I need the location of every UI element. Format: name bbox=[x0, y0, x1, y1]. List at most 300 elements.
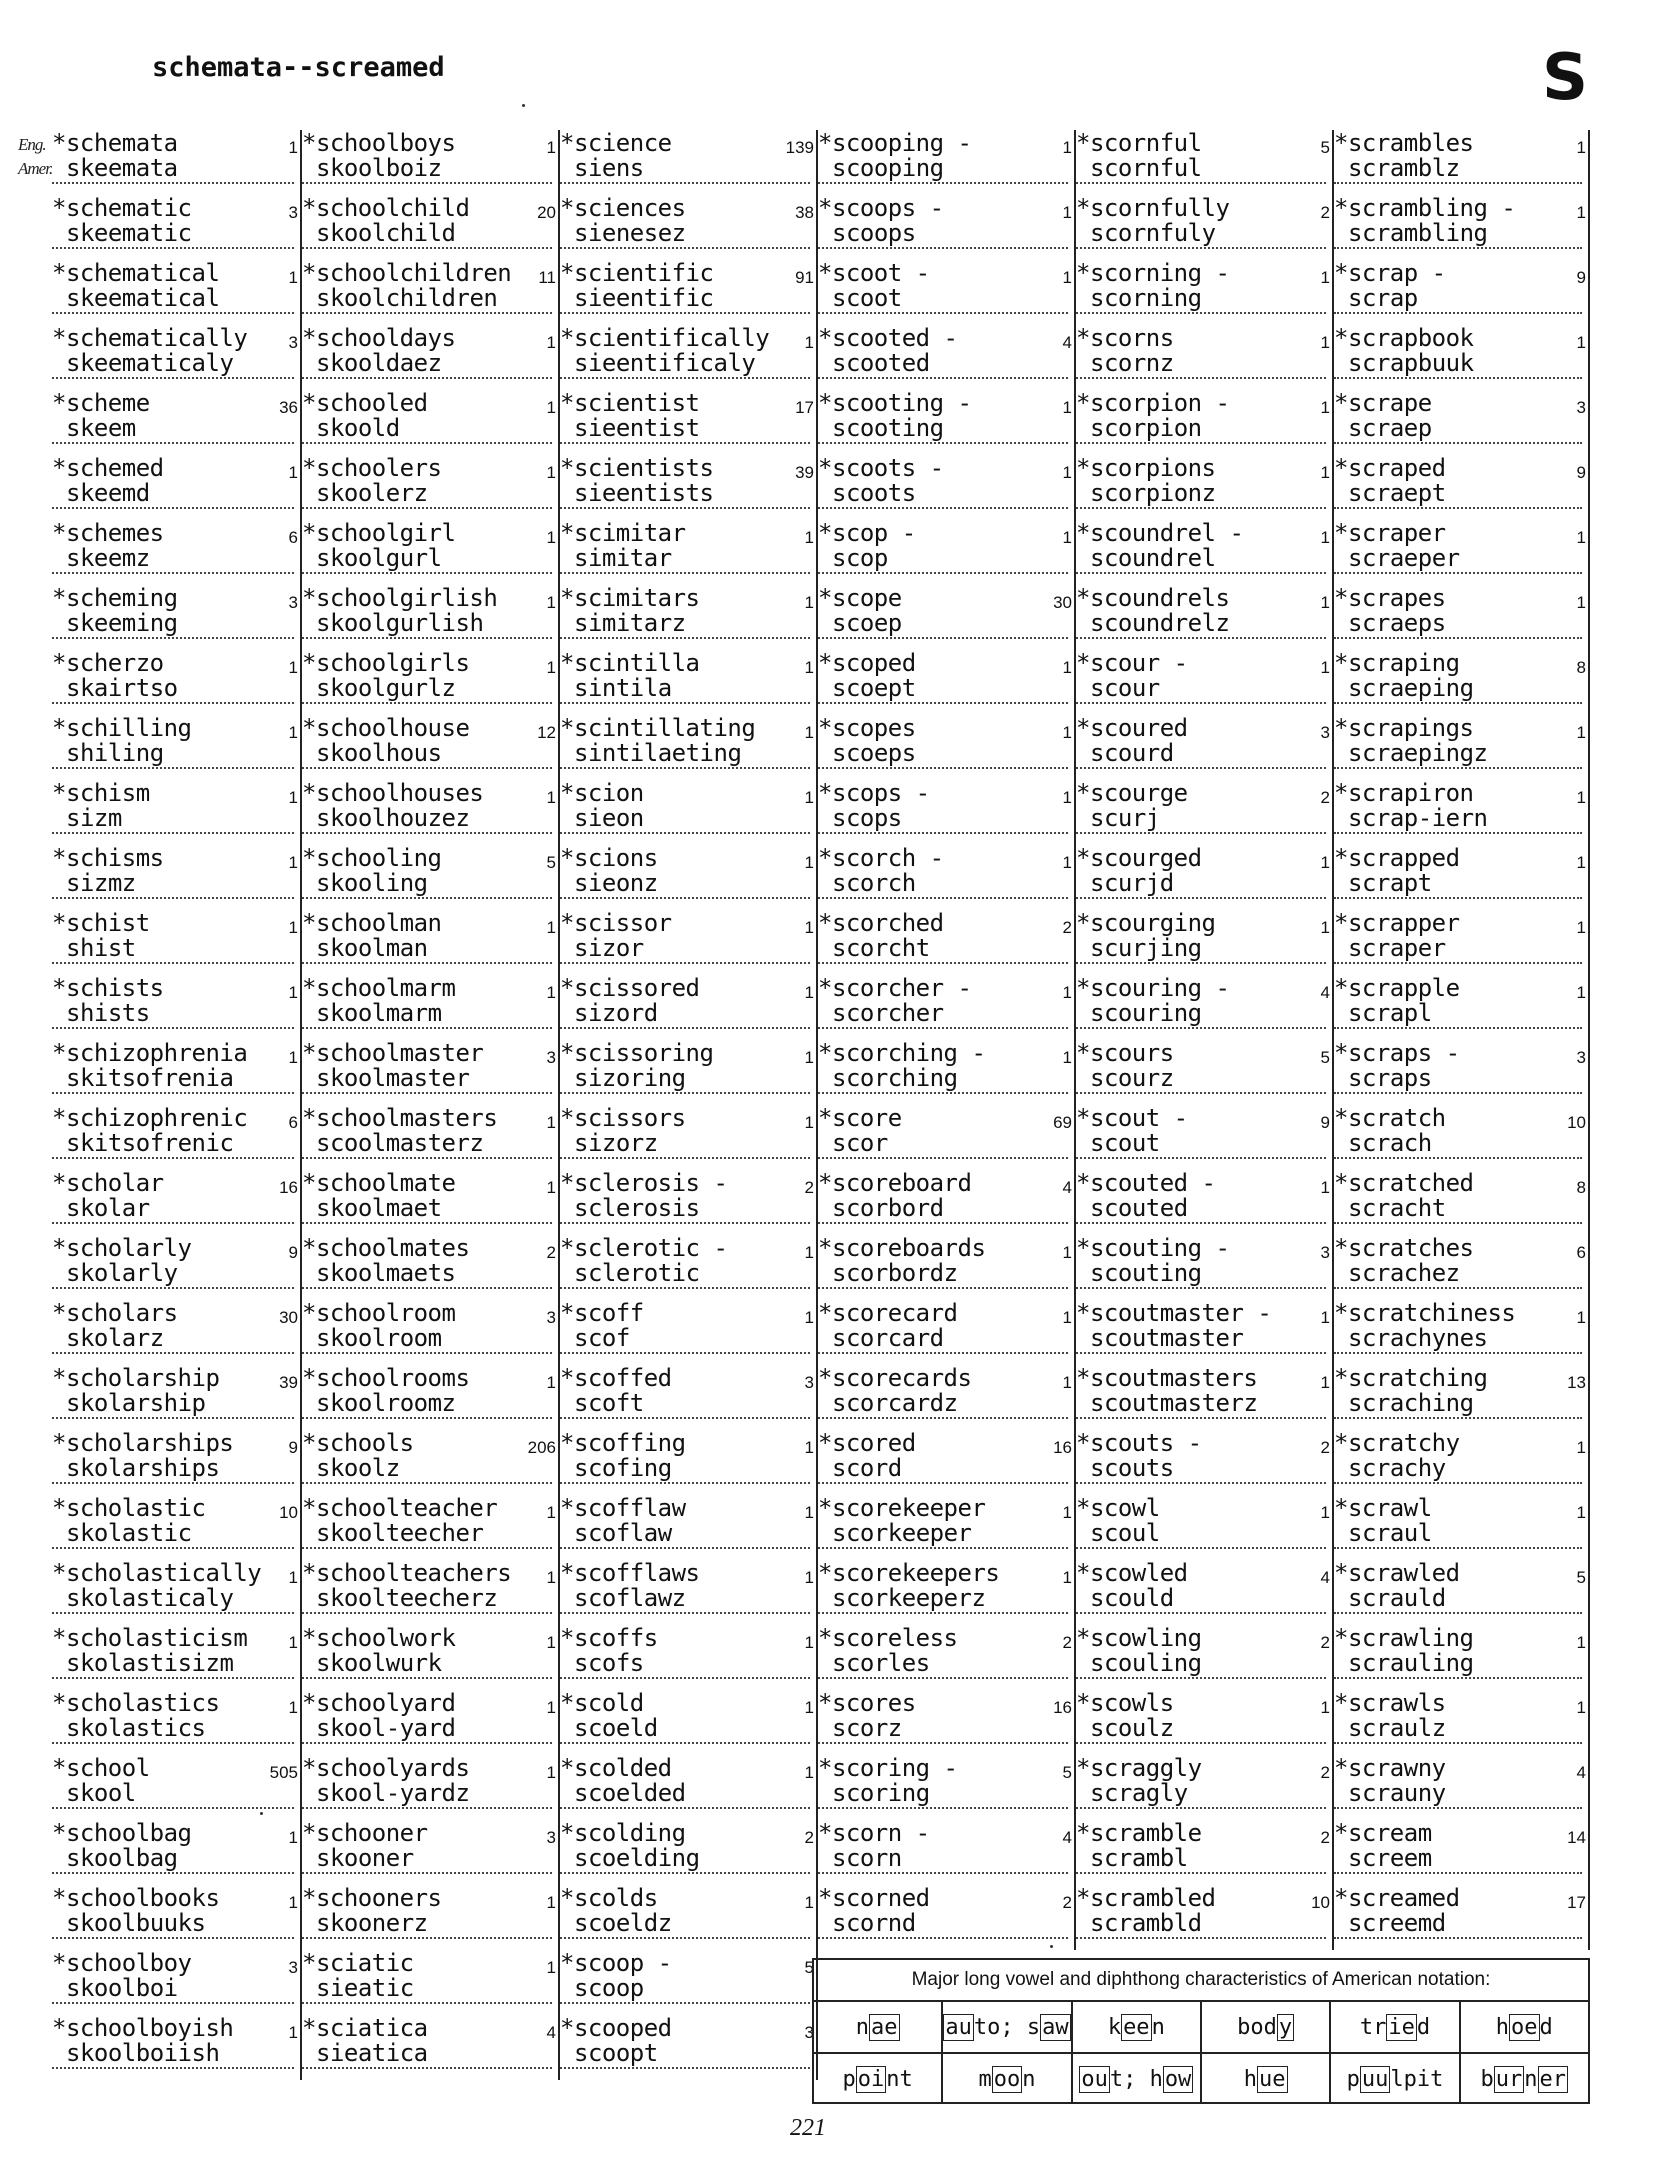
frequency-count: 1 bbox=[1062, 463, 1072, 482]
dictionary-entry bbox=[560, 1040, 818, 1105]
vowel-key-row-2 bbox=[814, 2054, 1588, 2104]
respelling: scraulz bbox=[1334, 1716, 1582, 1744]
respelling: skeemata bbox=[52, 156, 294, 184]
frequency-count: 1 bbox=[1320, 528, 1330, 547]
frequency-count: 12 bbox=[537, 723, 556, 742]
frequency-count: 2 bbox=[1320, 1438, 1330, 1457]
respelling: scorcht bbox=[818, 936, 1068, 964]
respelling: sizoring bbox=[560, 1066, 810, 1094]
dictionary-entry bbox=[302, 1755, 560, 1820]
frequency-count: 1 bbox=[288, 138, 298, 157]
respelling: skoolbag bbox=[52, 1846, 294, 1874]
headword: *scoops - bbox=[818, 194, 944, 222]
dictionary-entry bbox=[30, 1105, 302, 1170]
headword: *sciences bbox=[560, 194, 686, 222]
respelling: scurjd bbox=[1076, 871, 1326, 899]
frequency-count: 3 bbox=[1576, 1048, 1586, 1067]
frequency-count: 8 bbox=[1576, 658, 1586, 677]
respelling: skoolboiish bbox=[52, 2041, 294, 2069]
dictionary-entry bbox=[1334, 1625, 1590, 1690]
respelling: scrambl bbox=[1076, 1846, 1326, 1874]
word-segment: h bbox=[1495, 2014, 1510, 2040]
dictionary-entry bbox=[302, 1560, 560, 1625]
dictionary-entry bbox=[30, 2015, 302, 2080]
frequency-count: 1 bbox=[1062, 1308, 1072, 1327]
headword: *scoreboard bbox=[818, 1169, 972, 1197]
dictionary-entry bbox=[302, 650, 560, 715]
dictionary-entry bbox=[1334, 390, 1590, 455]
dictionary-entry bbox=[30, 130, 302, 195]
respelling: skolarships bbox=[52, 1456, 294, 1484]
dictionary-entry bbox=[560, 1820, 818, 1885]
dictionary-entry bbox=[818, 650, 1076, 715]
respelling: sintila bbox=[560, 676, 810, 704]
frequency-count: 5 bbox=[804, 1958, 814, 1977]
dictionary-entry bbox=[560, 1950, 818, 2015]
respelling: scrachez bbox=[1334, 1261, 1582, 1289]
headword: *schoolboyish bbox=[52, 2014, 234, 2042]
dictionary-entry bbox=[818, 455, 1076, 520]
frequency-count: 1 bbox=[1320, 658, 1330, 677]
dictionary-entry bbox=[818, 130, 1076, 195]
dictionary-entry bbox=[560, 130, 818, 195]
dictionary-entry bbox=[1334, 845, 1590, 910]
frequency-count: 1 bbox=[1320, 1308, 1330, 1327]
dictionary-entry bbox=[560, 195, 818, 260]
headword: *scrambled bbox=[1076, 1884, 1216, 1912]
frequency-count: 1 bbox=[1062, 138, 1072, 157]
vowel-highlight: ow bbox=[1164, 2066, 1192, 2092]
respelling: sclerotic bbox=[560, 1261, 810, 1289]
respelling: simitar bbox=[560, 546, 810, 574]
headword: *scoot - bbox=[818, 259, 930, 287]
dictionary-entry bbox=[1076, 845, 1334, 910]
dictionary-entry bbox=[30, 780, 302, 845]
headword: *schemata bbox=[52, 129, 178, 157]
respelling: scoflaw bbox=[560, 1521, 810, 1549]
frequency-count: 3 bbox=[1320, 1243, 1330, 1262]
respelling: scoundrelz bbox=[1076, 611, 1326, 639]
frequency-count: 1 bbox=[1576, 1308, 1586, 1327]
vowel-key-example bbox=[1331, 2054, 1460, 2104]
dictionary-entry bbox=[818, 1885, 1076, 1950]
dictionary-entry bbox=[560, 325, 818, 390]
dictionary-entry bbox=[1334, 975, 1590, 1040]
respelling: scouted bbox=[1076, 1196, 1326, 1224]
respelling: scoeldz bbox=[560, 1911, 810, 1939]
frequency-count: 1 bbox=[1062, 1503, 1072, 1522]
frequency-count: 1 bbox=[546, 658, 556, 677]
headword: *scorcher - bbox=[818, 974, 972, 1002]
headword: *scouting - bbox=[1076, 1234, 1230, 1262]
frequency-count: 1 bbox=[546, 1178, 556, 1197]
dictionary-entry bbox=[302, 780, 560, 845]
frequency-count: 1 bbox=[288, 723, 298, 742]
respelling: scrauling bbox=[1334, 1651, 1582, 1679]
frequency-count: 3 bbox=[546, 1308, 556, 1327]
headword: *scolds bbox=[560, 1884, 658, 1912]
dictionary-entry bbox=[560, 975, 818, 1040]
respelling: sintilaeting bbox=[560, 741, 810, 769]
headword: *scrawling bbox=[1334, 1624, 1474, 1652]
respelling: scorz bbox=[818, 1716, 1068, 1744]
headword: *scorekeepers bbox=[818, 1559, 1000, 1587]
respelling: skoolteecher bbox=[302, 1521, 552, 1549]
headword: *scored bbox=[818, 1429, 916, 1457]
headword: *scholarly bbox=[52, 1234, 192, 1262]
dictionary-entry bbox=[1334, 910, 1590, 975]
dictionary-entry bbox=[302, 1365, 560, 1430]
headword: *schoolrooms bbox=[302, 1364, 470, 1392]
frequency-count: 30 bbox=[1053, 593, 1072, 612]
headword: *scrawny bbox=[1334, 1754, 1446, 1782]
frequency-count: 1 bbox=[1320, 268, 1330, 287]
frequency-count: 1 bbox=[546, 398, 556, 417]
respelling: scramblz bbox=[1334, 156, 1582, 184]
frequency-count: 1 bbox=[1576, 1438, 1586, 1457]
respelling: scornz bbox=[1076, 351, 1326, 379]
respelling: scoft bbox=[560, 1391, 810, 1419]
frequency-count: 38 bbox=[795, 203, 814, 222]
dictionary-entry bbox=[818, 1040, 1076, 1105]
respelling: skitsofrenia bbox=[52, 1066, 294, 1094]
frequency-count: 2 bbox=[1062, 918, 1072, 937]
respelling: scrach bbox=[1334, 1131, 1582, 1159]
respelling: scouling bbox=[1076, 1651, 1326, 1679]
respelling: sizmz bbox=[52, 871, 294, 899]
headword: *scratchy bbox=[1334, 1429, 1460, 1457]
vowel-highlight: y bbox=[1278, 2014, 1293, 2040]
dictionary-entry bbox=[1076, 715, 1334, 780]
word-segment: p bbox=[842, 2066, 856, 2092]
frequency-count: 1 bbox=[1062, 853, 1072, 872]
vowel-highlight: oi bbox=[857, 2066, 885, 2092]
frequency-count: 2 bbox=[1062, 1893, 1072, 1912]
frequency-count: 6 bbox=[1576, 1243, 1586, 1262]
dictionary-entry bbox=[30, 845, 302, 910]
dictionary-entry bbox=[1076, 455, 1334, 520]
frequency-count: 1 bbox=[1320, 1373, 1330, 1392]
headword: *scoutmasters bbox=[1076, 1364, 1258, 1392]
respelling: scoelding bbox=[560, 1846, 810, 1874]
respelling: simitarz bbox=[560, 611, 810, 639]
word-segment: d bbox=[1539, 2014, 1553, 2040]
headword: *scholasticism bbox=[52, 1624, 248, 1652]
frequency-count: 1 bbox=[546, 1373, 556, 1392]
headword: *scops - bbox=[818, 779, 930, 807]
frequency-count: 1 bbox=[1320, 463, 1330, 482]
headword: *scorpion - bbox=[1076, 389, 1230, 417]
dictionary-entry bbox=[1076, 130, 1334, 195]
respelling: skolarship bbox=[52, 1391, 294, 1419]
frequency-count: 17 bbox=[795, 398, 814, 417]
dictionary-column-4 bbox=[818, 130, 1076, 1950]
frequency-count: 1 bbox=[804, 1113, 814, 1132]
dictionary-entry bbox=[818, 1820, 1076, 1885]
headword: *scoffs bbox=[560, 1624, 658, 1652]
vowel-key-example bbox=[1073, 2054, 1202, 2104]
respelling: scofing bbox=[560, 1456, 810, 1484]
respelling: scorles bbox=[818, 1651, 1068, 1679]
dictionary-entry bbox=[818, 780, 1076, 845]
respelling: scracht bbox=[1334, 1196, 1582, 1224]
dictionary-entry bbox=[1334, 1690, 1590, 1755]
respelling: scoul bbox=[1076, 1521, 1326, 1549]
dictionary-entry bbox=[818, 1365, 1076, 1430]
dictionary-entry bbox=[302, 1170, 560, 1235]
dictionary-entry bbox=[560, 585, 818, 650]
word-segment: n bbox=[855, 2014, 870, 2040]
respelling: scour bbox=[1076, 676, 1326, 704]
respelling: skoolerz bbox=[302, 481, 552, 509]
dictionary-entry bbox=[30, 1690, 302, 1755]
respelling: scout bbox=[1076, 1131, 1326, 1159]
headword: *scoundrel - bbox=[1076, 519, 1244, 547]
frequency-count: 1 bbox=[1576, 528, 1586, 547]
respelling: skoolboi bbox=[52, 1976, 294, 2004]
frequency-count: 1 bbox=[804, 853, 814, 872]
respelling: scoundrel bbox=[1076, 546, 1326, 574]
vowel-key-example bbox=[1461, 2002, 1588, 2052]
frequency-count: 1 bbox=[288, 463, 298, 482]
headword: *scoffed bbox=[560, 1364, 672, 1392]
frequency-count: 9 bbox=[288, 1438, 298, 1457]
headword: *scorch - bbox=[818, 844, 944, 872]
dictionary-entry bbox=[1076, 1820, 1334, 1885]
headword: *schools bbox=[302, 1429, 414, 1457]
respelling: sieon bbox=[560, 806, 810, 834]
dictionary-entry bbox=[818, 845, 1076, 910]
frequency-count: 1 bbox=[546, 1958, 556, 1977]
frequency-count: 1 bbox=[288, 1048, 298, 1067]
respelling: skoolmaster bbox=[302, 1066, 552, 1094]
respelling: scouring bbox=[1076, 1001, 1326, 1029]
frequency-count: 1 bbox=[546, 1568, 556, 1587]
headword: *scourge bbox=[1076, 779, 1188, 807]
respelling: scrapt bbox=[1334, 871, 1582, 899]
frequency-count: 10 bbox=[1311, 1893, 1330, 1912]
respelling: skool-yardz bbox=[302, 1781, 552, 1809]
frequency-count: 3 bbox=[804, 2023, 814, 2042]
vowel-key-example bbox=[1202, 2054, 1331, 2104]
headword: *schoolmaster bbox=[302, 1039, 484, 1067]
frequency-count: 6 bbox=[288, 1113, 298, 1132]
dictionary-entry bbox=[1076, 520, 1334, 585]
frequency-count: 1 bbox=[1062, 268, 1072, 287]
frequency-count: 1 bbox=[1576, 853, 1586, 872]
frequency-count: 9 bbox=[1576, 463, 1586, 482]
headword: *scintillating bbox=[560, 714, 756, 742]
respelling: scrapl bbox=[1334, 1001, 1582, 1029]
vowel-key-box bbox=[812, 1958, 1590, 2104]
dictionary-entry bbox=[302, 845, 560, 910]
respelling: scourd bbox=[1076, 741, 1326, 769]
dictionary-entry bbox=[302, 1495, 560, 1560]
frequency-count: 1 bbox=[1320, 918, 1330, 937]
dictionary-entry bbox=[1076, 1040, 1334, 1105]
headword: *scissors bbox=[560, 1104, 686, 1132]
headword: *schoolboy bbox=[52, 1949, 192, 1977]
respelling: screemd bbox=[1334, 1911, 1582, 1939]
dictionary-entry bbox=[560, 455, 818, 520]
respelling: skolastic bbox=[52, 1521, 294, 1549]
headword: *schists bbox=[52, 974, 164, 1002]
headword: *schoolboys bbox=[302, 129, 456, 157]
headword: *scopes bbox=[818, 714, 916, 742]
headword: *scratched bbox=[1334, 1169, 1474, 1197]
dictionary-entry bbox=[1076, 1170, 1334, 1235]
headword: *scoffing bbox=[560, 1429, 686, 1457]
respelling: scornd bbox=[818, 1911, 1068, 1939]
dictionary-entry bbox=[1334, 1300, 1590, 1365]
respelling: scraeping bbox=[1334, 676, 1582, 704]
dictionary-entry bbox=[560, 260, 818, 325]
vowel-highlight: ur bbox=[1495, 2066, 1523, 2092]
respelling: scrambld bbox=[1076, 1911, 1326, 1939]
dictionary-entry bbox=[1076, 1430, 1334, 1495]
dictionary-entry bbox=[818, 1690, 1076, 1755]
headword: *schooldays bbox=[302, 324, 456, 352]
dictionary-entry bbox=[560, 1170, 818, 1235]
headword: *schooling bbox=[302, 844, 442, 872]
frequency-count: 16 bbox=[279, 1178, 298, 1197]
headword: *scowls bbox=[1076, 1689, 1174, 1717]
dictionary-entry bbox=[560, 1300, 818, 1365]
respelling: sienesez bbox=[560, 221, 810, 249]
respelling: skairtso bbox=[52, 676, 294, 704]
frequency-count: 139 bbox=[785, 138, 814, 157]
headword: *scrawled bbox=[1334, 1559, 1460, 1587]
respelling: sieatica bbox=[302, 2041, 552, 2069]
headword: *scolding bbox=[560, 1819, 686, 1847]
frequency-count: 1 bbox=[288, 268, 298, 287]
headword: *schoolgirl bbox=[302, 519, 456, 547]
headword: *scofflaws bbox=[560, 1559, 700, 1587]
headword: *scientists bbox=[560, 454, 714, 482]
respelling: scraeper bbox=[1334, 546, 1582, 574]
dictionary-entry bbox=[30, 975, 302, 1040]
respelling: scraul bbox=[1334, 1521, 1582, 1549]
respelling: skoonerz bbox=[302, 1911, 552, 1939]
dictionary-entry bbox=[30, 1365, 302, 1430]
frequency-count: 1 bbox=[288, 1568, 298, 1587]
frequency-count: 1 bbox=[546, 1633, 556, 1652]
respelling: scoeld bbox=[560, 1716, 810, 1744]
headword: *scorecards bbox=[818, 1364, 972, 1392]
frequency-count: 3 bbox=[546, 1828, 556, 1847]
respelling: scraept bbox=[1334, 481, 1582, 509]
frequency-count: 1 bbox=[1576, 593, 1586, 612]
respelling: sizord bbox=[560, 1001, 810, 1029]
respelling: skooner bbox=[302, 1846, 552, 1874]
dictionary-entry bbox=[30, 910, 302, 975]
headword: *sciatica bbox=[302, 2014, 428, 2042]
respelling: scorcher bbox=[818, 1001, 1068, 1029]
dictionary-entry bbox=[560, 1365, 818, 1430]
respelling: scorch bbox=[818, 871, 1068, 899]
headword: *scimitar bbox=[560, 519, 686, 547]
headword: *scheming bbox=[52, 584, 178, 612]
headword: *scoreless bbox=[818, 1624, 958, 1652]
headword: *scholarships bbox=[52, 1429, 234, 1457]
headword: *scissor bbox=[560, 909, 672, 937]
headword: *scouted - bbox=[1076, 1169, 1216, 1197]
frequency-count: 1 bbox=[1576, 1633, 1586, 1652]
headword: *scour - bbox=[1076, 649, 1188, 677]
dictionary-entry bbox=[302, 2015, 560, 2080]
headword: *schism bbox=[52, 779, 150, 807]
frequency-count: 3 bbox=[288, 203, 298, 222]
print-speck bbox=[260, 1812, 263, 1815]
dictionary-entry bbox=[560, 1755, 818, 1820]
respelling: skool bbox=[52, 1781, 294, 1809]
respelling: skoolchildren bbox=[302, 286, 552, 314]
respelling: scrauny bbox=[1334, 1781, 1582, 1809]
vowel-highlight: er bbox=[1539, 2066, 1567, 2092]
frequency-count: 36 bbox=[279, 398, 298, 417]
respelling: scorkeeperz bbox=[818, 1586, 1068, 1614]
dictionary-column-5 bbox=[1076, 130, 1334, 1950]
respelling: skeematic bbox=[52, 221, 294, 249]
headword: *schemed bbox=[52, 454, 164, 482]
headword: *scramble bbox=[1076, 1819, 1202, 1847]
headword: *schizophrenic bbox=[52, 1104, 248, 1132]
frequency-count: 1 bbox=[1576, 918, 1586, 937]
respelling: sizor bbox=[560, 936, 810, 964]
word-segment: bod bbox=[1237, 2014, 1277, 2040]
headword: *scratchiness bbox=[1334, 1299, 1516, 1327]
headword: *scoped bbox=[818, 649, 916, 677]
dictionary-entry bbox=[818, 715, 1076, 780]
respelling: skeematicaly bbox=[52, 351, 294, 379]
dictionary-column-1 bbox=[30, 130, 302, 2080]
headword: *schooner bbox=[302, 1819, 428, 1847]
headword: *schoolman bbox=[302, 909, 442, 937]
respelling: scraper bbox=[1334, 936, 1582, 964]
dictionary-entry bbox=[302, 975, 560, 1040]
dictionary-entry bbox=[560, 910, 818, 975]
headword: *scion bbox=[560, 779, 644, 807]
frequency-count: 17 bbox=[1567, 1893, 1586, 1912]
frequency-count: 1 bbox=[1062, 528, 1072, 547]
frequency-count: 3 bbox=[804, 1373, 814, 1392]
eng-tag: Eng. bbox=[18, 135, 46, 154]
respelling: scops bbox=[818, 806, 1068, 834]
respelling: scorbordz bbox=[818, 1261, 1068, 1289]
dictionary-entry bbox=[818, 1755, 1076, 1820]
dictionary-entry bbox=[1076, 910, 1334, 975]
frequency-count: 2 bbox=[804, 1178, 814, 1197]
frequency-count: 1 bbox=[1062, 398, 1072, 417]
headword: *schoolbooks bbox=[52, 1884, 220, 1912]
respelling: scraepingz bbox=[1334, 741, 1582, 769]
respelling: scorkeeper bbox=[818, 1521, 1068, 1549]
frequency-count: 1 bbox=[1320, 1698, 1330, 1717]
frequency-count: 3 bbox=[1576, 398, 1586, 417]
dictionary-entry bbox=[1076, 1300, 1334, 1365]
dictionary-entry bbox=[1076, 195, 1334, 260]
headword: *scrapings bbox=[1334, 714, 1474, 742]
headword: *scolded bbox=[560, 1754, 672, 1782]
respelling: sieonz bbox=[560, 871, 810, 899]
respelling: scrap bbox=[1334, 286, 1582, 314]
headword: *schematically bbox=[52, 324, 248, 352]
respelling: skoolroomz bbox=[302, 1391, 552, 1419]
headword: *schoolmate bbox=[302, 1169, 456, 1197]
dictionary-entry bbox=[818, 910, 1076, 975]
respelling: scoutmaster bbox=[1076, 1326, 1326, 1354]
frequency-count: 1 bbox=[1576, 723, 1586, 742]
